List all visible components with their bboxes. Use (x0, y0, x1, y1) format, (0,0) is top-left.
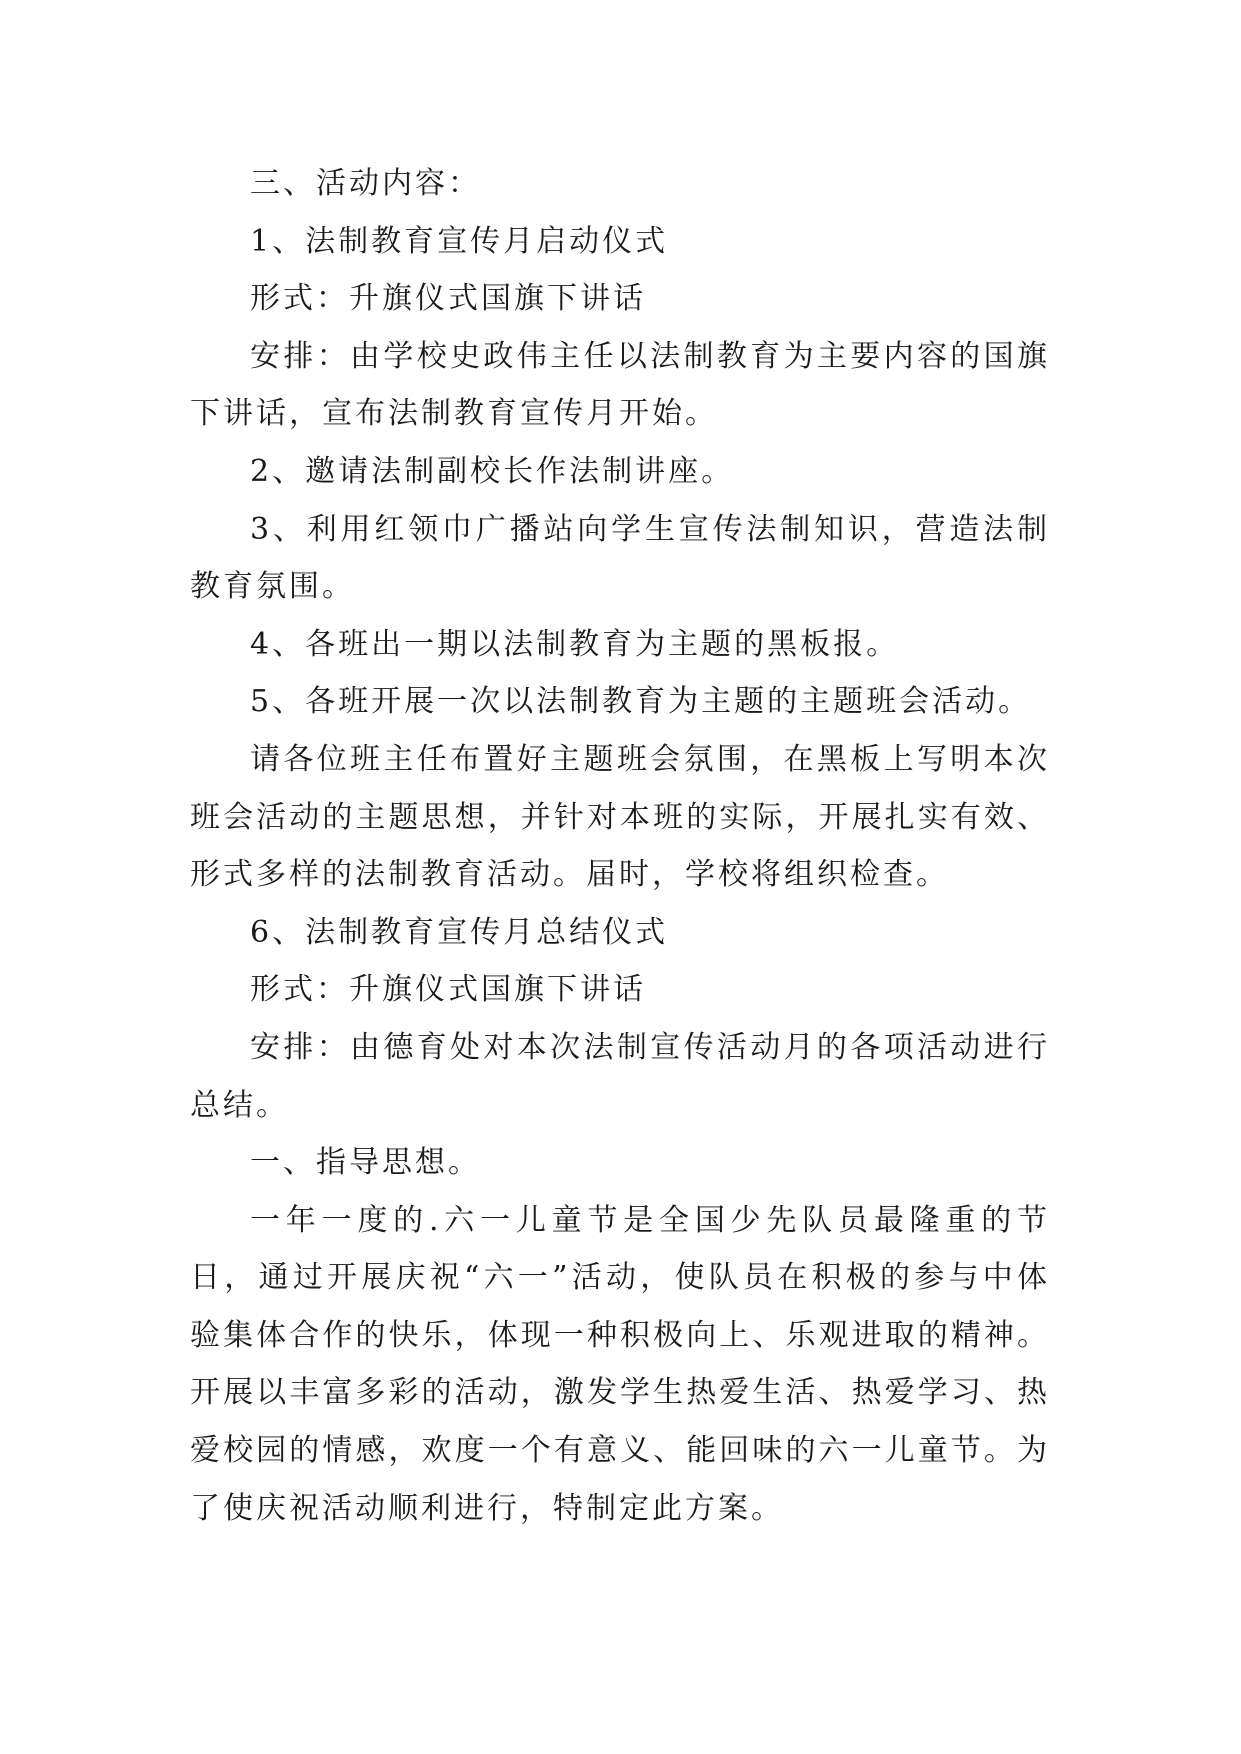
list-item: 2、邀请法制副校长作法制讲座。 (250, 453, 735, 489)
paragraph: 形式：升旗仪式国旗下讲话 (250, 972, 646, 1008)
list-item: 6、法制教育宣传月总结仪式 (250, 914, 669, 950)
paragraph: 一年一度的.六一儿童节是全国少先队员最隆重的节日，通过开展庆祝“六一”活动，使队员在积极的参与中体验集体合作的快乐，体现一种积极向上、乐观进取的精神。开展以丰富多彩的活动，激发学生热爱生活、热爱学习、热爱校园的情感，欢度一个有意义、能回味的六一儿童节。为了使庆祝活动顺利进行，特制定此方案。 (190, 1202, 1050, 1526)
document-body (190, 155, 1050, 1537)
section-heading-guiding-idea: 一、指导思想。 (250, 1145, 481, 1181)
paragraph: 形式：升旗仪式国旗下讲话 (250, 281, 646, 317)
paragraph: 安排：由德育处对本次法制宣传活动月的各项活动进行总结。 (190, 1029, 1050, 1123)
section-heading-activity-content: 三、活动内容： (250, 166, 481, 201)
paragraph: 安排：由学校史政伟主任以法制教育为主要内容的国旗下讲话，宣布法制教育宣传月开始。 (190, 338, 1050, 432)
list-item: 5、各班开展一次以法制教育为主题的主题班会活动。 (250, 684, 1032, 720)
list-item: 3、利用红领巾广播站向学生宣传法制知识，营造法制教育氛围。 (190, 511, 1050, 605)
list-item: 1、法制教育宣传月启动仪式 (250, 223, 669, 259)
paragraph: 请各位班主任布置好主题班会氛围，在黑板上写明本次班会活动的主题思想，并针对本班的实际，开展扎实有效、形式多样的法制教育活动。届时，学校将组织检查。 (190, 741, 1050, 893)
list-item: 4、各班出一期以法制教育为主题的黑板报。 (250, 626, 900, 662)
